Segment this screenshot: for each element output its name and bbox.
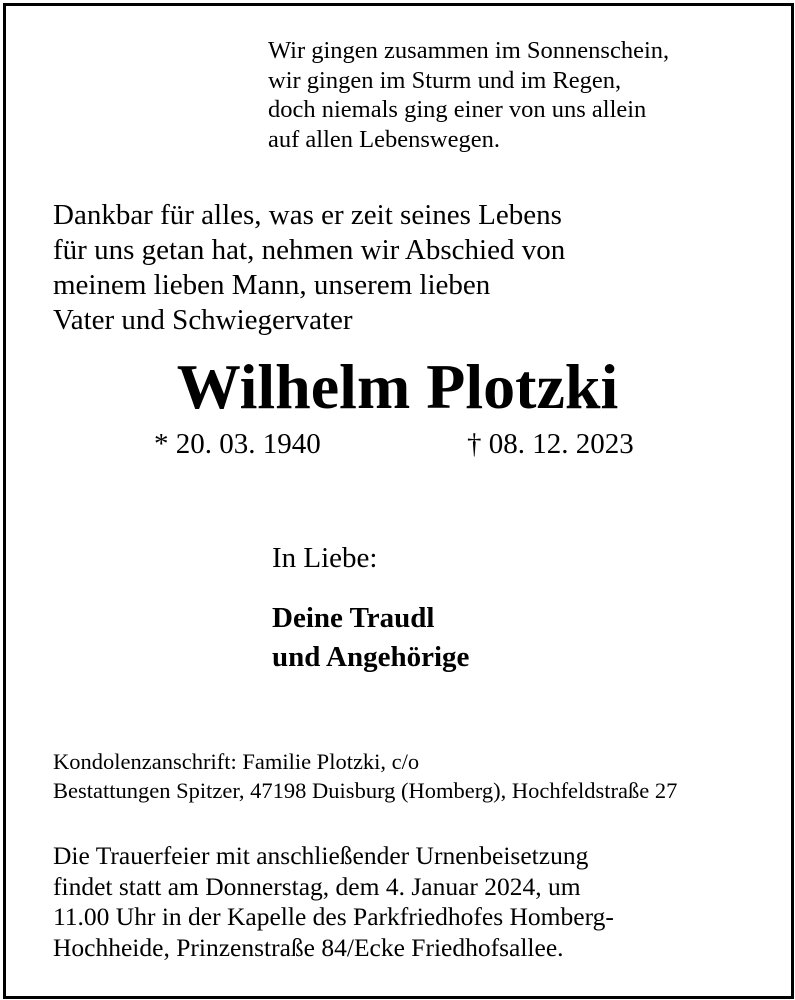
mourners-names [272, 599, 469, 677]
intro-line: Vater und Schwiegervater [53, 304, 353, 336]
ceremony-line: Hochheide, Prinzenstraße 84/Ecke Friedhofsallee. [53, 932, 564, 962]
ceremony-line: findet statt am Donnerstag, dem 4. Januar 2024, um [53, 871, 581, 901]
poem-line: doch niemals ging einer von uns allein [268, 96, 647, 123]
death-date: † 08. 12. 2023 [467, 428, 634, 460]
birth-date: * 20. 03. 1940 [154, 428, 321, 460]
address-line: Kondolenzanschrift: Familie Plotzki, c/o [53, 749, 420, 774]
poem [268, 36, 669, 154]
mourners-label: In Liebe: [272, 542, 378, 574]
intro-line: Dankbar für alles, was er zeit seines Lebens [53, 199, 562, 231]
ceremony-info [53, 841, 614, 963]
mourner-line: und Angehörige [272, 641, 470, 673]
ceremony-line: Die Trauerfeier mit anschließender Urnenbeisetzung [53, 841, 589, 870]
intro-line: für uns getan hat, nehmen wir Abschied von [53, 234, 566, 266]
poem-line: auf allen Lebenswegen. [268, 125, 500, 153]
address-line: Bestattungen Spitzer, 47198 Duisburg (Homberg), Hochfeldstraße 27 [53, 778, 678, 803]
intro-text [53, 198, 565, 338]
poem-line: wir gingen im Sturm und im Regen, [268, 66, 622, 94]
deceased-name: Wilhelm Plotzki [176, 351, 619, 422]
ceremony-line: 11.00 Uhr in der Kapelle des Parkfriedhofes Homberg- [53, 902, 614, 931]
intro-line: meinem lieben Mann, unserem lieben [53, 269, 491, 301]
poem-line: Wir gingen zusammen im Sonnenschein, [268, 37, 670, 64]
mourner-line: Deine Traudl [272, 602, 435, 634]
condolence-address [53, 747, 677, 805]
